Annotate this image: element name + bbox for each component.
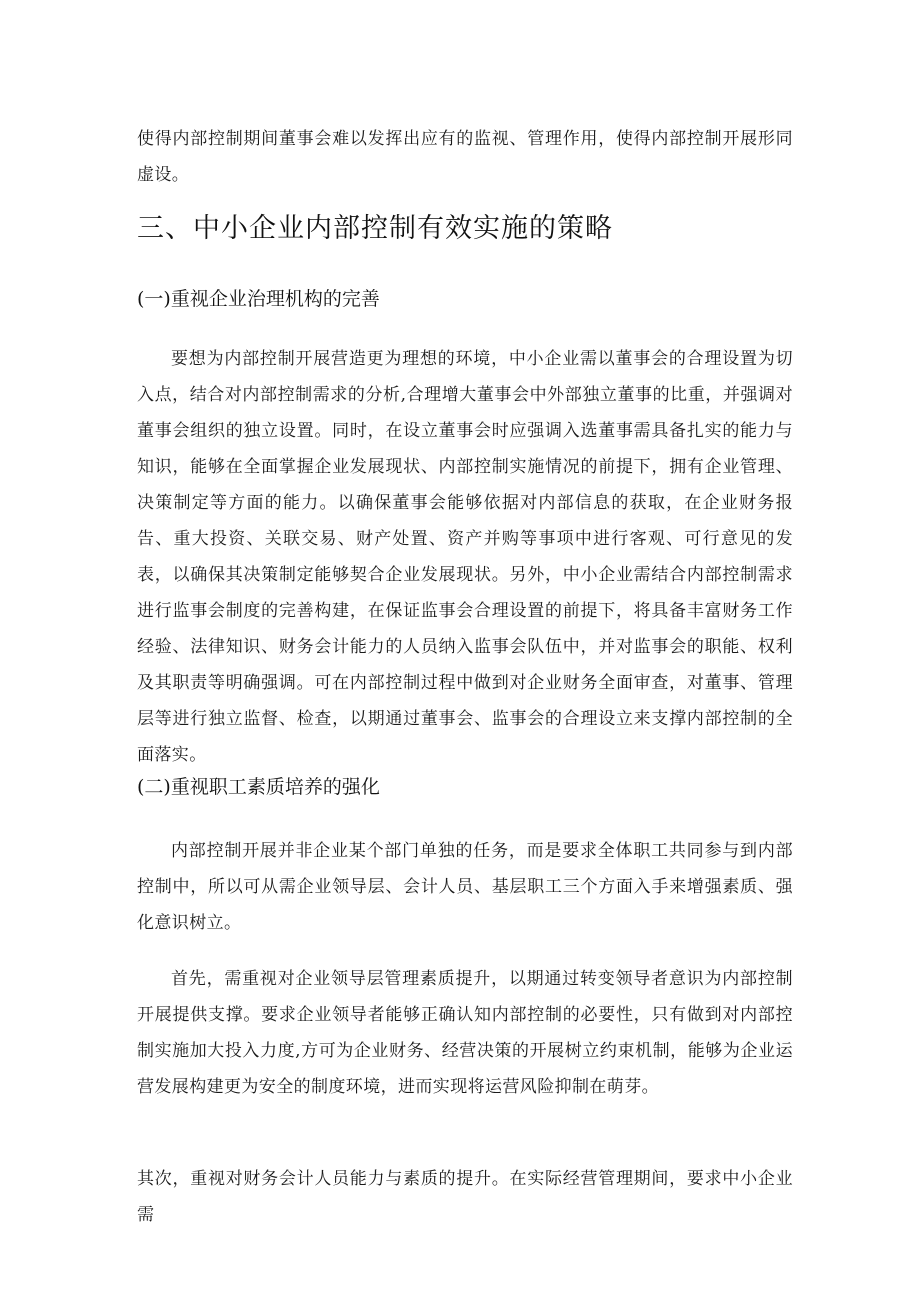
subsection-heading-1: (一)重视企业治理机构的完善 <box>137 288 380 310</box>
paragraph-staff-quality: 内部控制开展并非企业某个部门单独的任务，而是要求全体职工共同参与到内部控制中，所以可从需企业领导层、会计人员、基层职工三个方面入手来增强素质、强化意识树立。 <box>137 841 793 933</box>
subsection-heading-2: (二)重视职工素质培养的强化 <box>137 776 380 798</box>
paragraph-accounting-staff: 其次，重视对财务会计人员能力与素质的提升。在实际经营管理期间，要求中小企业需 <box>137 1169 793 1225</box>
paragraph-governance: 要想为内部控制开展营造更为理想的环境，中小企业需以董事会的合理设置为切入点，结合对内部控制需求的分析,合理增大董事会中外部独立董事的比重，并强调对董事会组织的独立设置。同时，在设立董事会时应强调入选董事需具备扎实的能力与知识，能够在全面掌握企业发展现状、内部控制实施情况的前提下，拥有企业管理、决策制定等方面的能力。以确保董事会能够依据对内部信息的获取，在企业财务报告、重大投资、关联交易、财产处置、资产并购等事项中进行客观、可行意见的发表，以确保其决策制定能够契合企业发展现状。另外，中小企业需结合内部控制需求进行监事会制度的完善构建，在保证监事会合理设置的前提下，将具备丰富财务工作经验、法律知识、财务会计能力的人员纳入监事会队伍中，并对监事会的职能、权利及其职责等明确强调。可在内部控制过程中做到对企业财务全面审查，对董事、管理层等进行独立监督、检查，以期通过董事会、监事会的合理设立来支撑内部控制的全面落实。 <box>137 349 793 765</box>
section-heading: 三、中小企业内部控制有效实施的策略 <box>137 213 613 244</box>
continuation-paragraph: 使得内部控制期间董事会难以发挥出应有的监视、管理作用，使得内部控制开展形同虚设。 <box>137 129 793 185</box>
paragraph-leadership: 首先，需重视对企业领导层管理素质提升，以期通过转变领导者意识为内部控制开展提供支撑。要求企业领导者能够正确认知内部控制的必要性，只有做到对内部控制实施加大投入力度,方可为企业财务、经营决策的开展树立约束机制，能够为企业运营发展构建更为安全的制度环境，进而实现将运营风险抑制在萌芽。 <box>137 969 793 1097</box>
